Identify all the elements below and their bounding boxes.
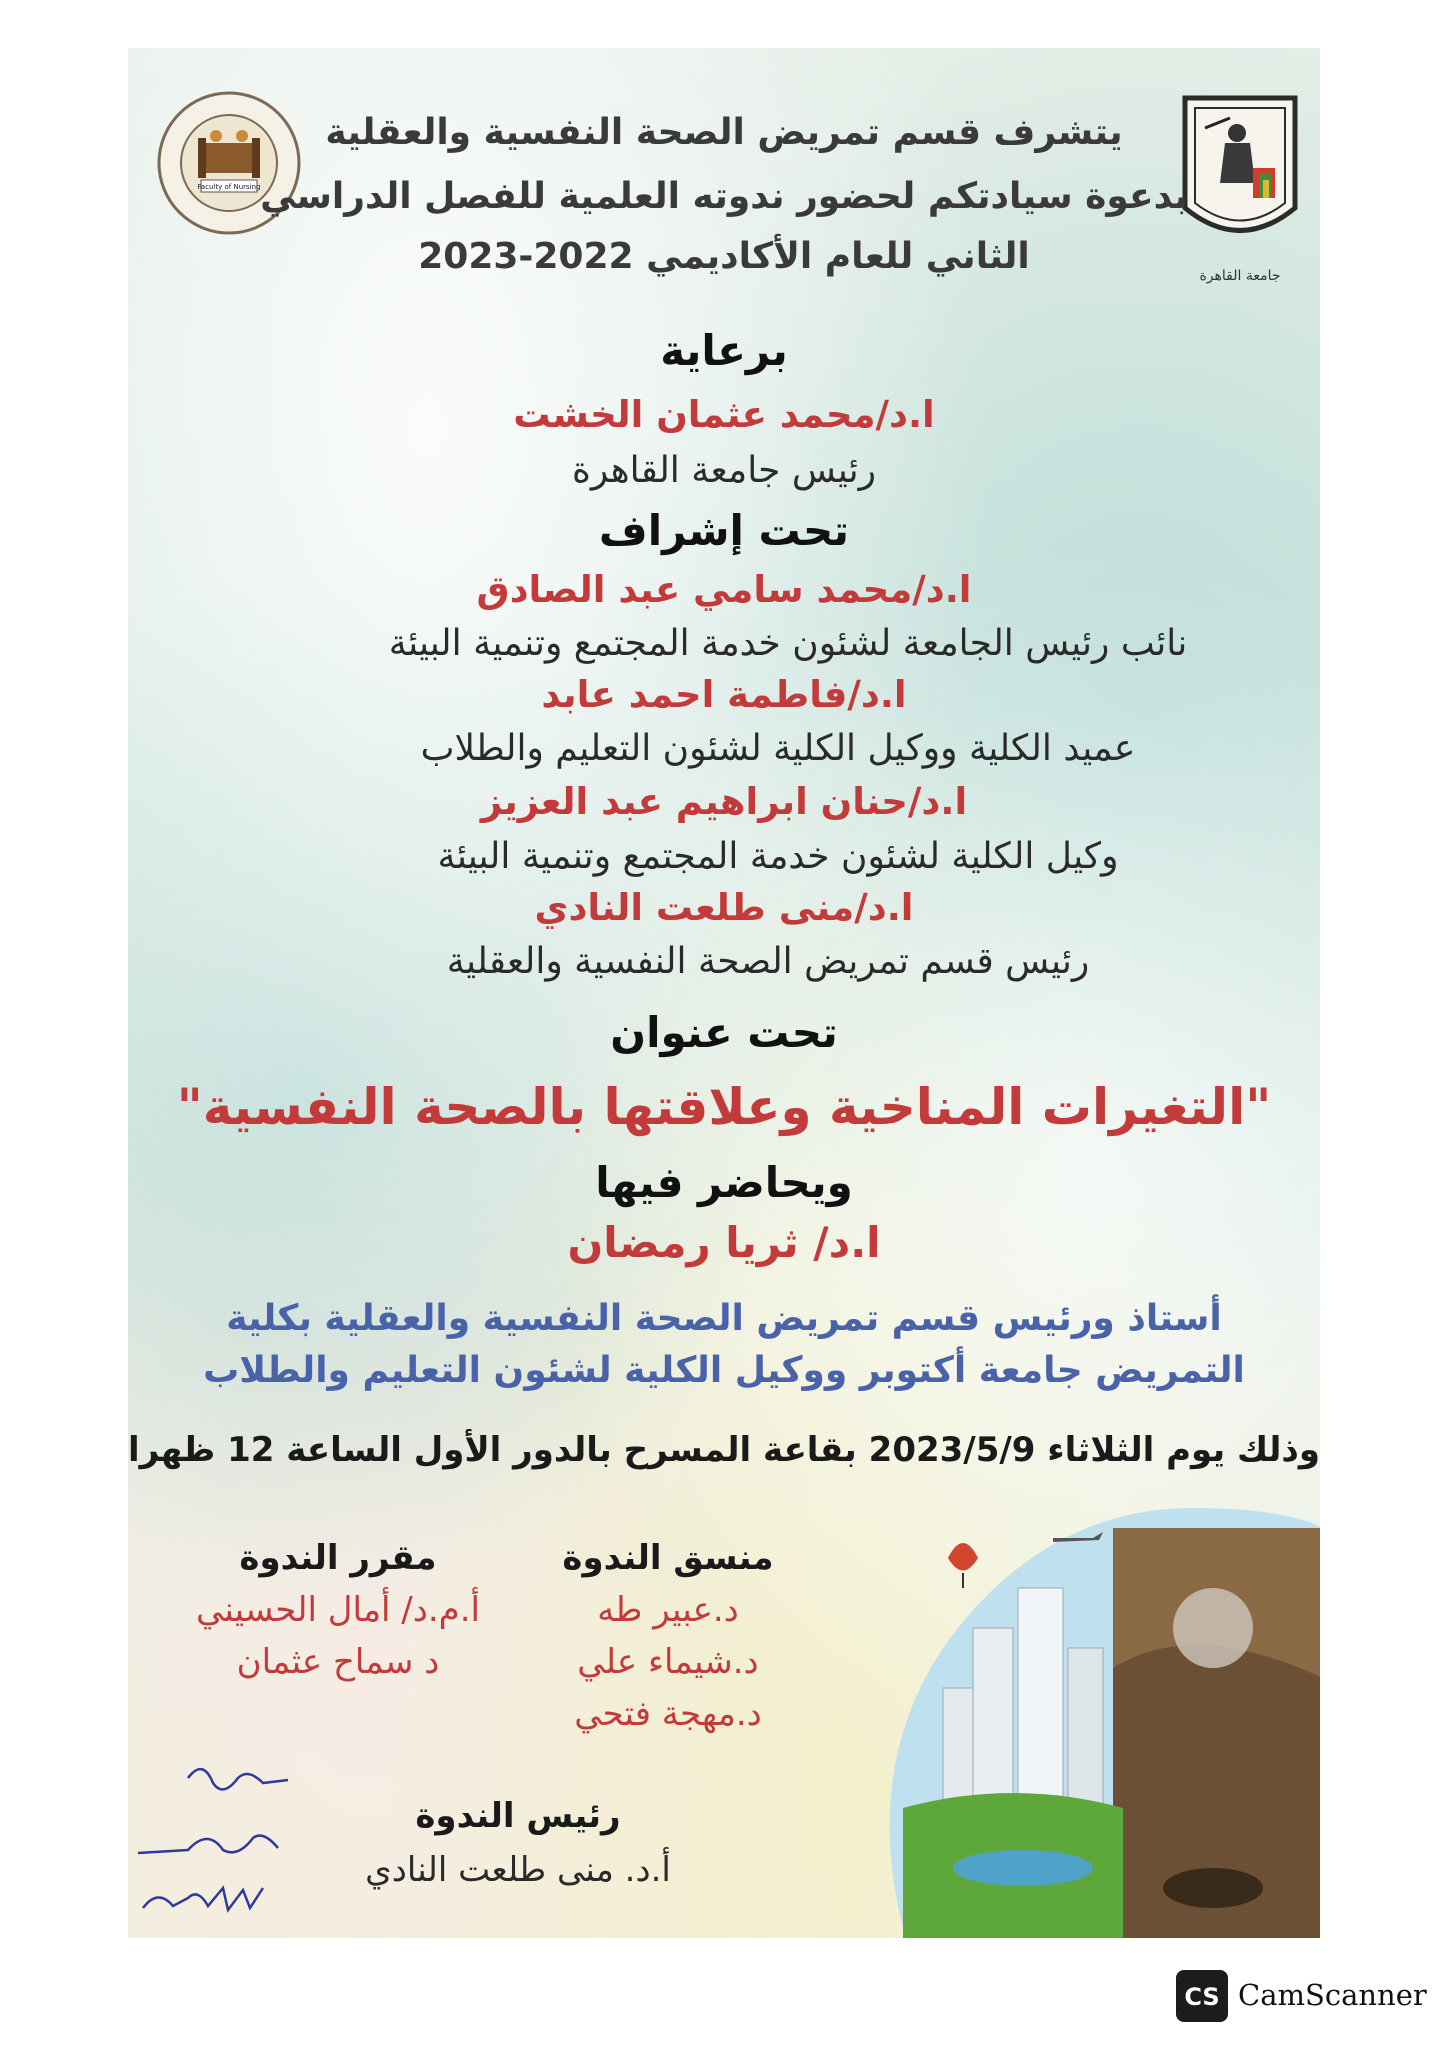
lecturer-title-line-1: أستاذ ورئيس قسم تمريض الصحة النفسية والعقلية بكلية [226, 1298, 1222, 1339]
coordinator-name-3: د.مهجة فتحي [574, 1694, 762, 1734]
supervision-heading: تحت إشراف [598, 506, 850, 555]
patronage-heading: برعاية [660, 326, 788, 375]
rapporteurs-block [168, 1538, 508, 1682]
supervisor-name-4: ا.د/منى طلعت النادي [534, 886, 914, 929]
supervisor-name-1: ا.د/محمد سامي عبد الصادق [476, 568, 972, 611]
supervisor-title-2: عميد الكلية ووكيل الكلية لشئون التعليم والطلاب [420, 728, 1136, 769]
header-line-3: الثاني للعام الأكاديمي 2022-2023 [418, 236, 1030, 277]
chair-name: أ.د. منى طلعت النادي [365, 1850, 671, 1890]
supervisor-title-1: نائب رئيس الجامعة لشئون خدمة المجتمع وتنمية البيئة [388, 623, 1188, 664]
patronage-name: ا.د/محمد عثمان الخشت [513, 393, 935, 436]
camscanner-brand: CamScanner [1238, 1978, 1427, 2012]
patronage-title: رئيس جامعة القاهرة [571, 450, 877, 491]
rapporteurs-heading: مقرر الندوة [239, 1538, 437, 1578]
header-line-1: يتشرف قسم تمريض الصحة النفسية والعقلية [325, 112, 1123, 153]
lecturer-title-line-2: التمريض جامعة أكتوبر ووكيل الكلية لشئون التعليم والطلاب [203, 1350, 1245, 1391]
rapporteur-name-1: أ.م.د/ أمال الحسيني [196, 1590, 480, 1630]
supervisor-name-2: ا.د/فاطمة احمد عابد [541, 673, 907, 716]
climate-change-scene-illustration [863, 1468, 1320, 1938]
header-line-2: بدعوة سيادتكم لحضور ندوته العلمية للفصل الدراسي [260, 176, 1188, 217]
rapporteur-name-2: د سماح عثمان [236, 1642, 440, 1682]
event-schedule: وذلك يوم الثلاثاء 2023/5/9 بقاعة المسرح بالدور الأول الساعة 12 ظهرا [128, 1430, 1320, 1470]
invitation-poster [128, 48, 1320, 1938]
coordinator-name-1: د.عبير طه [597, 1590, 739, 1630]
supervisor-name-3: ا.د/حنان ابراهيم عبد العزيز [480, 780, 968, 823]
cairo-university-caption: جامعة القاهرة [1199, 268, 1281, 284]
camscanner-badge-text: CS [1184, 1983, 1220, 2011]
seal-text: Faculty of Nursing [197, 183, 261, 191]
coordinators-block [518, 1538, 818, 1734]
chair-heading: رئيس الندوة [415, 1796, 621, 1836]
camscanner-logo-icon [1176, 1970, 1228, 2022]
lecturer-name: ا.د/ ثريا رمضان [567, 1218, 881, 1267]
supervisor-title-3: وكيل الكلية لشئون خدمة المجتمع وتنمية البيئة [437, 836, 1119, 877]
coordinators-heading: منسق الندوة [562, 1538, 774, 1578]
lecturer-heading: ويحاضر فيها [595, 1158, 853, 1207]
handwritten-signature [128, 1738, 448, 1938]
coordinator-name-2: د.شيماء علي [577, 1642, 759, 1682]
topic-title: "التغيرات المناخية وعلاقتها بالصحة النفسية" [176, 1078, 1272, 1136]
supervisor-title-4: رئيس قسم تمريض الصحة النفسية والعقلية [446, 941, 1090, 982]
topic-heading: تحت عنوان [610, 1008, 838, 1057]
